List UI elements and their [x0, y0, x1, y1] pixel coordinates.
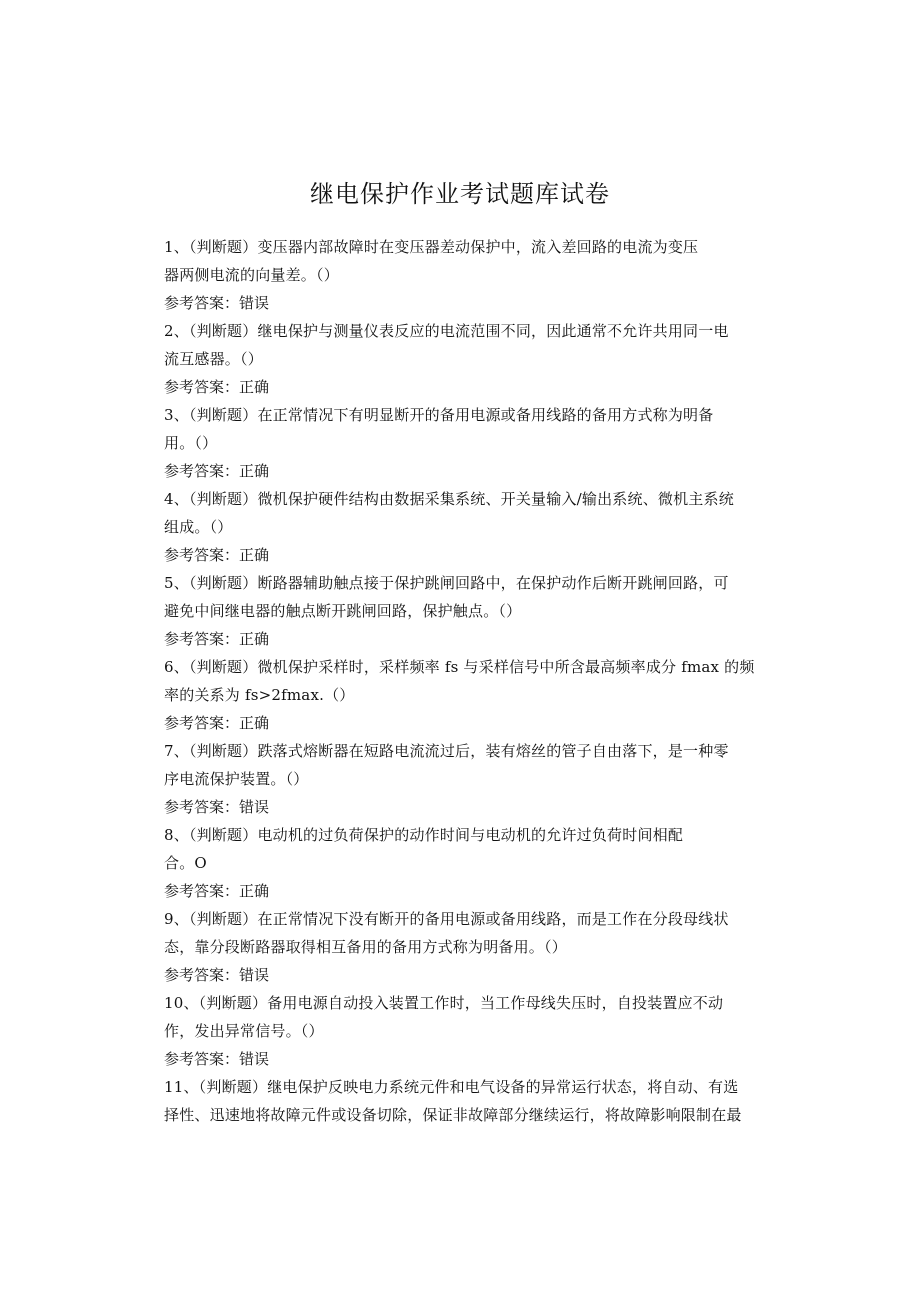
question-text-line: 4、（判断题）微机保护硬件结构由数据采集系统、开关量输入/输出系统、微机主系统	[164, 490, 734, 508]
question-item	[164, 737, 756, 821]
answer-line: 参考答案：错误	[164, 294, 270, 312]
question-text-line: 7、（判断题）跌落式熔断器在短路电流流过后，装有熔丝的管子自由落下，是一种零	[164, 742, 729, 760]
answer-line: 参考答案：正确	[164, 462, 270, 480]
question-text-line: 用。（）	[164, 434, 218, 452]
question-text-line: 3、（判断题）在正常情况下有明显断开的备用电源或备用线路的备用方式称为明备	[164, 406, 714, 424]
answer-line: 参考答案：正确	[164, 378, 270, 396]
question-text-line: 作，发出异常信号。（）	[164, 1022, 324, 1040]
answer-line: 参考答案：错误	[164, 1050, 270, 1068]
question-text-line: 合。O	[164, 854, 207, 872]
question-item	[164, 905, 756, 989]
question-text-line: 6、（判断题）微机保护采样时，采样频率 fs 与采样信号中所含最高频率成分 fmax 的频	[164, 658, 755, 676]
answer-line: 参考答案：错误	[164, 966, 270, 984]
question-item	[164, 989, 756, 1073]
question-text-line: 10、（判断题）备用电源自动投入装置工作时，当工作母线失压时，自投装置应不动	[164, 994, 724, 1012]
answer-line: 参考答案：正确	[164, 630, 270, 648]
question-text-line: 避免中间继电器的触点断开跳闸回路，保护触点。（）	[164, 602, 522, 620]
question-text-line: 择性、迅速地将故障元件或设备切除，保证非故障部分继续运行，将故障影响限制在最	[164, 1106, 742, 1124]
page-title: 继电保护作业考试题库试卷	[310, 180, 610, 208]
question-list	[164, 233, 756, 1129]
question-text-line: 5、（判断题）断路器辅助触点接于保护跳闸回路中，在保护动作后断开跳闸回路，可	[164, 574, 729, 592]
question-text-line: 11、（判断题）继电保护反映电力系统元件和电气设备的异常运行状态，将自动、有选	[164, 1078, 739, 1096]
question-text-line: 态，靠分段断路器取得相互备用的备用方式称为明备用。（）	[164, 938, 567, 956]
question-item	[164, 569, 756, 653]
question-text-line: 器两侧电流的向量差。（）	[164, 266, 339, 284]
question-item	[164, 1073, 756, 1129]
question-text-line: 流互感器。（）	[164, 350, 263, 368]
question-text-line: 1、（判断题）变压器内部故障时在变压器差动保护中，流入差回路的电流为变压	[164, 238, 699, 256]
question-text-line: 8、（判断题）电动机的过负荷保护的动作时间与电动机的允许过负荷时间相配	[164, 826, 684, 844]
question-item	[164, 401, 756, 485]
answer-line: 参考答案：正确	[164, 882, 270, 900]
question-item	[164, 653, 756, 737]
question-item	[164, 485, 756, 569]
question-item	[164, 317, 756, 401]
answer-line: 参考答案：错误	[164, 798, 270, 816]
question-text-line: 率的关系为 fs>2fmax.（）	[164, 686, 355, 704]
question-text-line: 组成。（）	[164, 518, 233, 536]
question-text-line: 9、（判断题）在正常情况下没有断开的备用电源或备用线路，而是工作在分段母线状	[164, 910, 729, 928]
question-item	[164, 821, 756, 905]
answer-line: 参考答案：正确	[164, 546, 270, 564]
answer-line: 参考答案：正确	[164, 714, 270, 732]
question-text-line: 2、（判断题）继电保护与测量仪表反应的电流范围不同，因此通常不允许共用同一电	[164, 322, 729, 340]
question-item	[164, 233, 756, 317]
question-text-line: 序电流保护装置。（）	[164, 770, 309, 788]
